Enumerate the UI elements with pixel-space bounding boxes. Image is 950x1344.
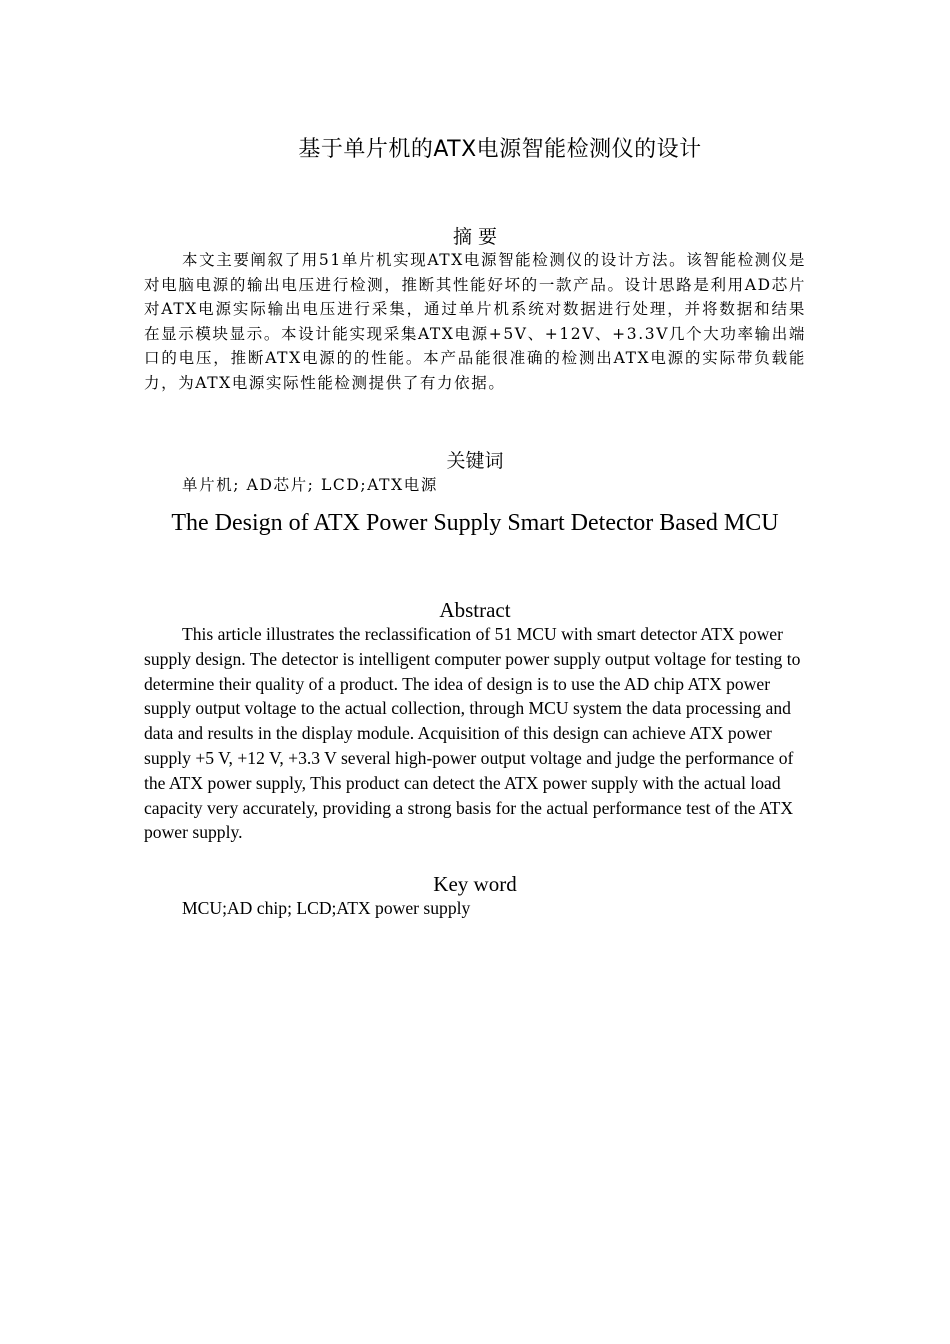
chinese-keywords: 单片机; AD芯片; LCD;ATX电源 xyxy=(182,476,438,494)
english-abstract-body: This article illustrates the reclassification of 51 MCU with smart detector ATX power supply design. The detector is intelligent computer power supply output voltage for testing to determine their quality of a product. The idea of design is to use the AD chip ATX power supply output voltage to the actual collection, through MCU system the data processing and data and results in the display module. Acquisition of this design can achieve ATX power supply +5 V, +12 V, +3.3 V several high-power output voltage and judge the performance of the ATX power supply, This product can detect the ATX power supply with the actual load capacity very accurately, providing a strong basis for the actual performance test of the ATX power supply. xyxy=(144,624,801,843)
chinese-abstract-heading: 摘 要 xyxy=(452,226,498,248)
chinese-abstract-body: 本文主要阐叙了用51单片机实现ATX电源智能检测仪的设计方法。该智能检测仪是对电脑电源的输出电压进行检测，推断其性能好坏的一款产品。设计思路是利用AD芯片对ATX电源实际输出电压进行采集，通过单片机系统对数据进行处理，并将数据和结果在显示模块显示。本设计能实现采集ATX电源+5V、+12V、+3.3V几个大功率输出端口的电压，推断ATX电源的的性能。本产品能很准确的检测出ATX电源的实际带负载能力，为ATX电源实际性能检测提供了有力依据。 xyxy=(144,251,806,392)
english-keywords-heading: Key word xyxy=(433,872,517,896)
english-keywords: MCU;AD chip; LCD;ATX power supply xyxy=(182,898,471,918)
english-abstract-heading: Abstract xyxy=(439,598,511,622)
chinese-keywords-heading: 关键词 xyxy=(446,450,504,472)
english-title: The Design of ATX Power Supply Smart Detector Based MCU xyxy=(171,510,779,536)
chinese-title: 基于单片机的ATX电源智能检测仪的设计 xyxy=(298,137,702,162)
